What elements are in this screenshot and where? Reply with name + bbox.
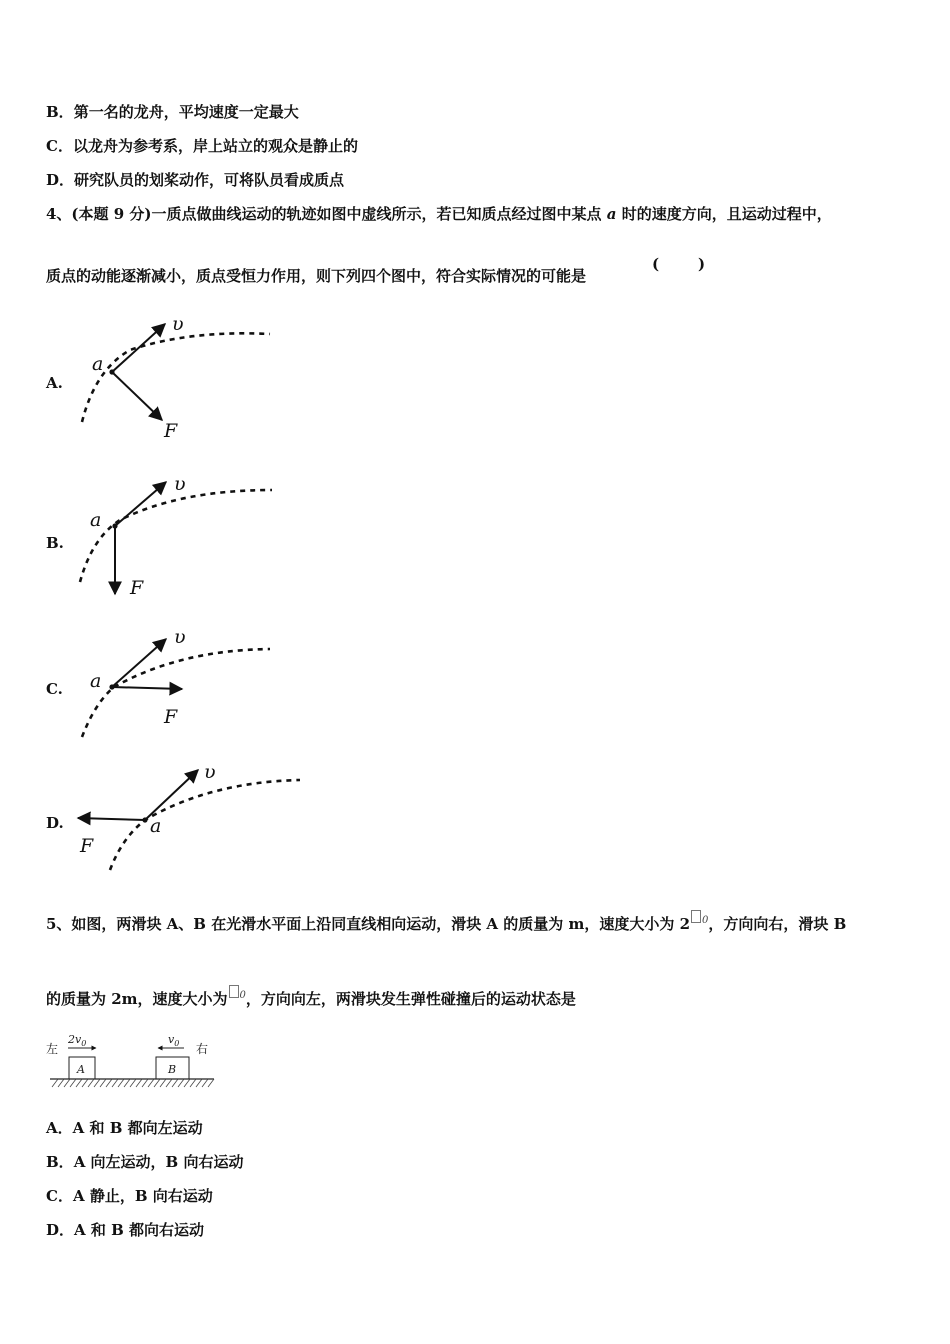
left-label: 左 — [46, 1042, 59, 1056]
force-arrow — [112, 687, 182, 689]
option-label: B． — [46, 103, 74, 121]
trajectory-curve — [80, 490, 272, 582]
velocity-label: υ — [172, 313, 184, 335]
q4-option-a-label: A. — [46, 374, 63, 392]
point-a-label: a — [90, 509, 102, 531]
option-text: A 和 B 都向左运动 — [72, 1119, 203, 1137]
force-label: F — [80, 835, 94, 857]
velocity-b-label: $v_0$ — [168, 1033, 180, 1048]
q5-stem-line1 — [46, 910, 846, 934]
q4-figure-d — [70, 760, 310, 872]
option-label: D． — [46, 1221, 75, 1239]
answer-paren-left: ( — [652, 255, 660, 273]
q4-option-b-label: B. — [46, 534, 64, 552]
right-label: 右 — [196, 1042, 209, 1056]
force-label: F — [164, 420, 178, 442]
q5-stem-line2 — [46, 985, 576, 1009]
q3-option-b — [46, 102, 299, 122]
q4-option-d-label: D. — [46, 814, 64, 832]
option-text: 以龙舟为参考系，岸上站立的观众是静止的 — [72, 137, 358, 155]
option-label: A． — [46, 1119, 73, 1137]
point-a-label: a — [90, 670, 102, 692]
option-text: A 静止，B 向右运动 — [72, 1187, 213, 1205]
option-label: B． — [46, 1153, 74, 1171]
q4-figure-c — [70, 625, 290, 750]
q4-stem-line1 — [46, 204, 832, 224]
q3-option-d — [46, 170, 344, 190]
velocity-arrow — [112, 639, 166, 687]
point-a-label: a — [92, 353, 104, 375]
block-a-label: A — [77, 1063, 85, 1076]
velocity-a-label: $2v_0$ — [68, 1033, 87, 1048]
option-text: 研究队员的划桨动作，可将队员看成质点 — [74, 171, 345, 189]
q5-option-a — [46, 1118, 203, 1138]
q4-figure-b — [70, 470, 290, 605]
velocity-arrow — [115, 482, 166, 526]
missing-glyph-box — [691, 910, 701, 923]
option-text: A 向左运动，B 向右运动 — [73, 1153, 244, 1171]
v0-subscript: 0 — [239, 990, 246, 1001]
velocity-label: υ — [204, 761, 216, 783]
q5-option-b — [46, 1152, 243, 1172]
force-arrow — [78, 818, 145, 820]
option-label: C． — [46, 1187, 73, 1205]
point-a-dot — [109, 369, 114, 374]
force-label: F — [164, 706, 178, 728]
answer-paren-right: ) — [698, 255, 706, 273]
velocity-arrow — [112, 324, 165, 372]
q5-stem-text: ，方向向右，滑块 B — [708, 915, 847, 933]
q5-collision-figure — [44, 1030, 219, 1092]
force-arrow — [112, 372, 162, 420]
q5-stem-text: 的质量为 2m，速度大小为 — [46, 990, 228, 1008]
velocity-arrow — [145, 770, 198, 820]
q4-option-c-label: C. — [46, 680, 63, 698]
q4-figure-a — [70, 310, 290, 445]
point-a-label: a — [150, 815, 162, 837]
point-a-symbol: a — [606, 205, 617, 223]
q5-option-d — [46, 1220, 204, 1240]
point-a-dot — [142, 817, 147, 822]
ground-hatching — [52, 1079, 214, 1087]
missing-glyph-box — [229, 985, 239, 998]
q5-stem-text: 5、如图，两滑块 A、B 在光滑水平面上沿同直线相向运动，滑块 A 的质量为 m，速度大小为 2 — [46, 915, 691, 933]
option-text: 第一名的龙舟，平均速度一定最大 — [73, 103, 299, 121]
velocity-label: υ — [174, 473, 186, 495]
option-label: D． — [46, 171, 75, 189]
force-label: F — [130, 577, 144, 599]
point-a-dot — [112, 523, 117, 528]
q4-stem-text: 4、(本题 9 分)一质点做曲线运动的轨迹如图中虚线所示，若已知质点经过图中某点 — [46, 205, 607, 223]
q5-option-c — [46, 1186, 213, 1206]
q4-stem-text: 时的速度方向，且运动过程中， — [616, 205, 832, 223]
velocity-label: υ — [174, 626, 186, 648]
point-a-dot — [109, 684, 114, 689]
q3-option-c — [46, 136, 358, 156]
q5-stem-text: ，方向向左，两滑块发生弹性碰撞后的运动状态是 — [245, 990, 576, 1008]
trajectory-curve — [110, 780, 300, 870]
trajectory-curve — [82, 333, 270, 422]
option-label: C． — [46, 137, 73, 155]
q4-stem-line2: 质点的动能逐渐减小，质点受恒力作用，则下列四个图中，符合实际情况的可能是 — [46, 267, 587, 285]
v0-subscript: 0 — [702, 915, 709, 926]
option-text: A 和 B 都向右运动 — [74, 1221, 204, 1239]
block-b-label: B — [168, 1063, 177, 1076]
